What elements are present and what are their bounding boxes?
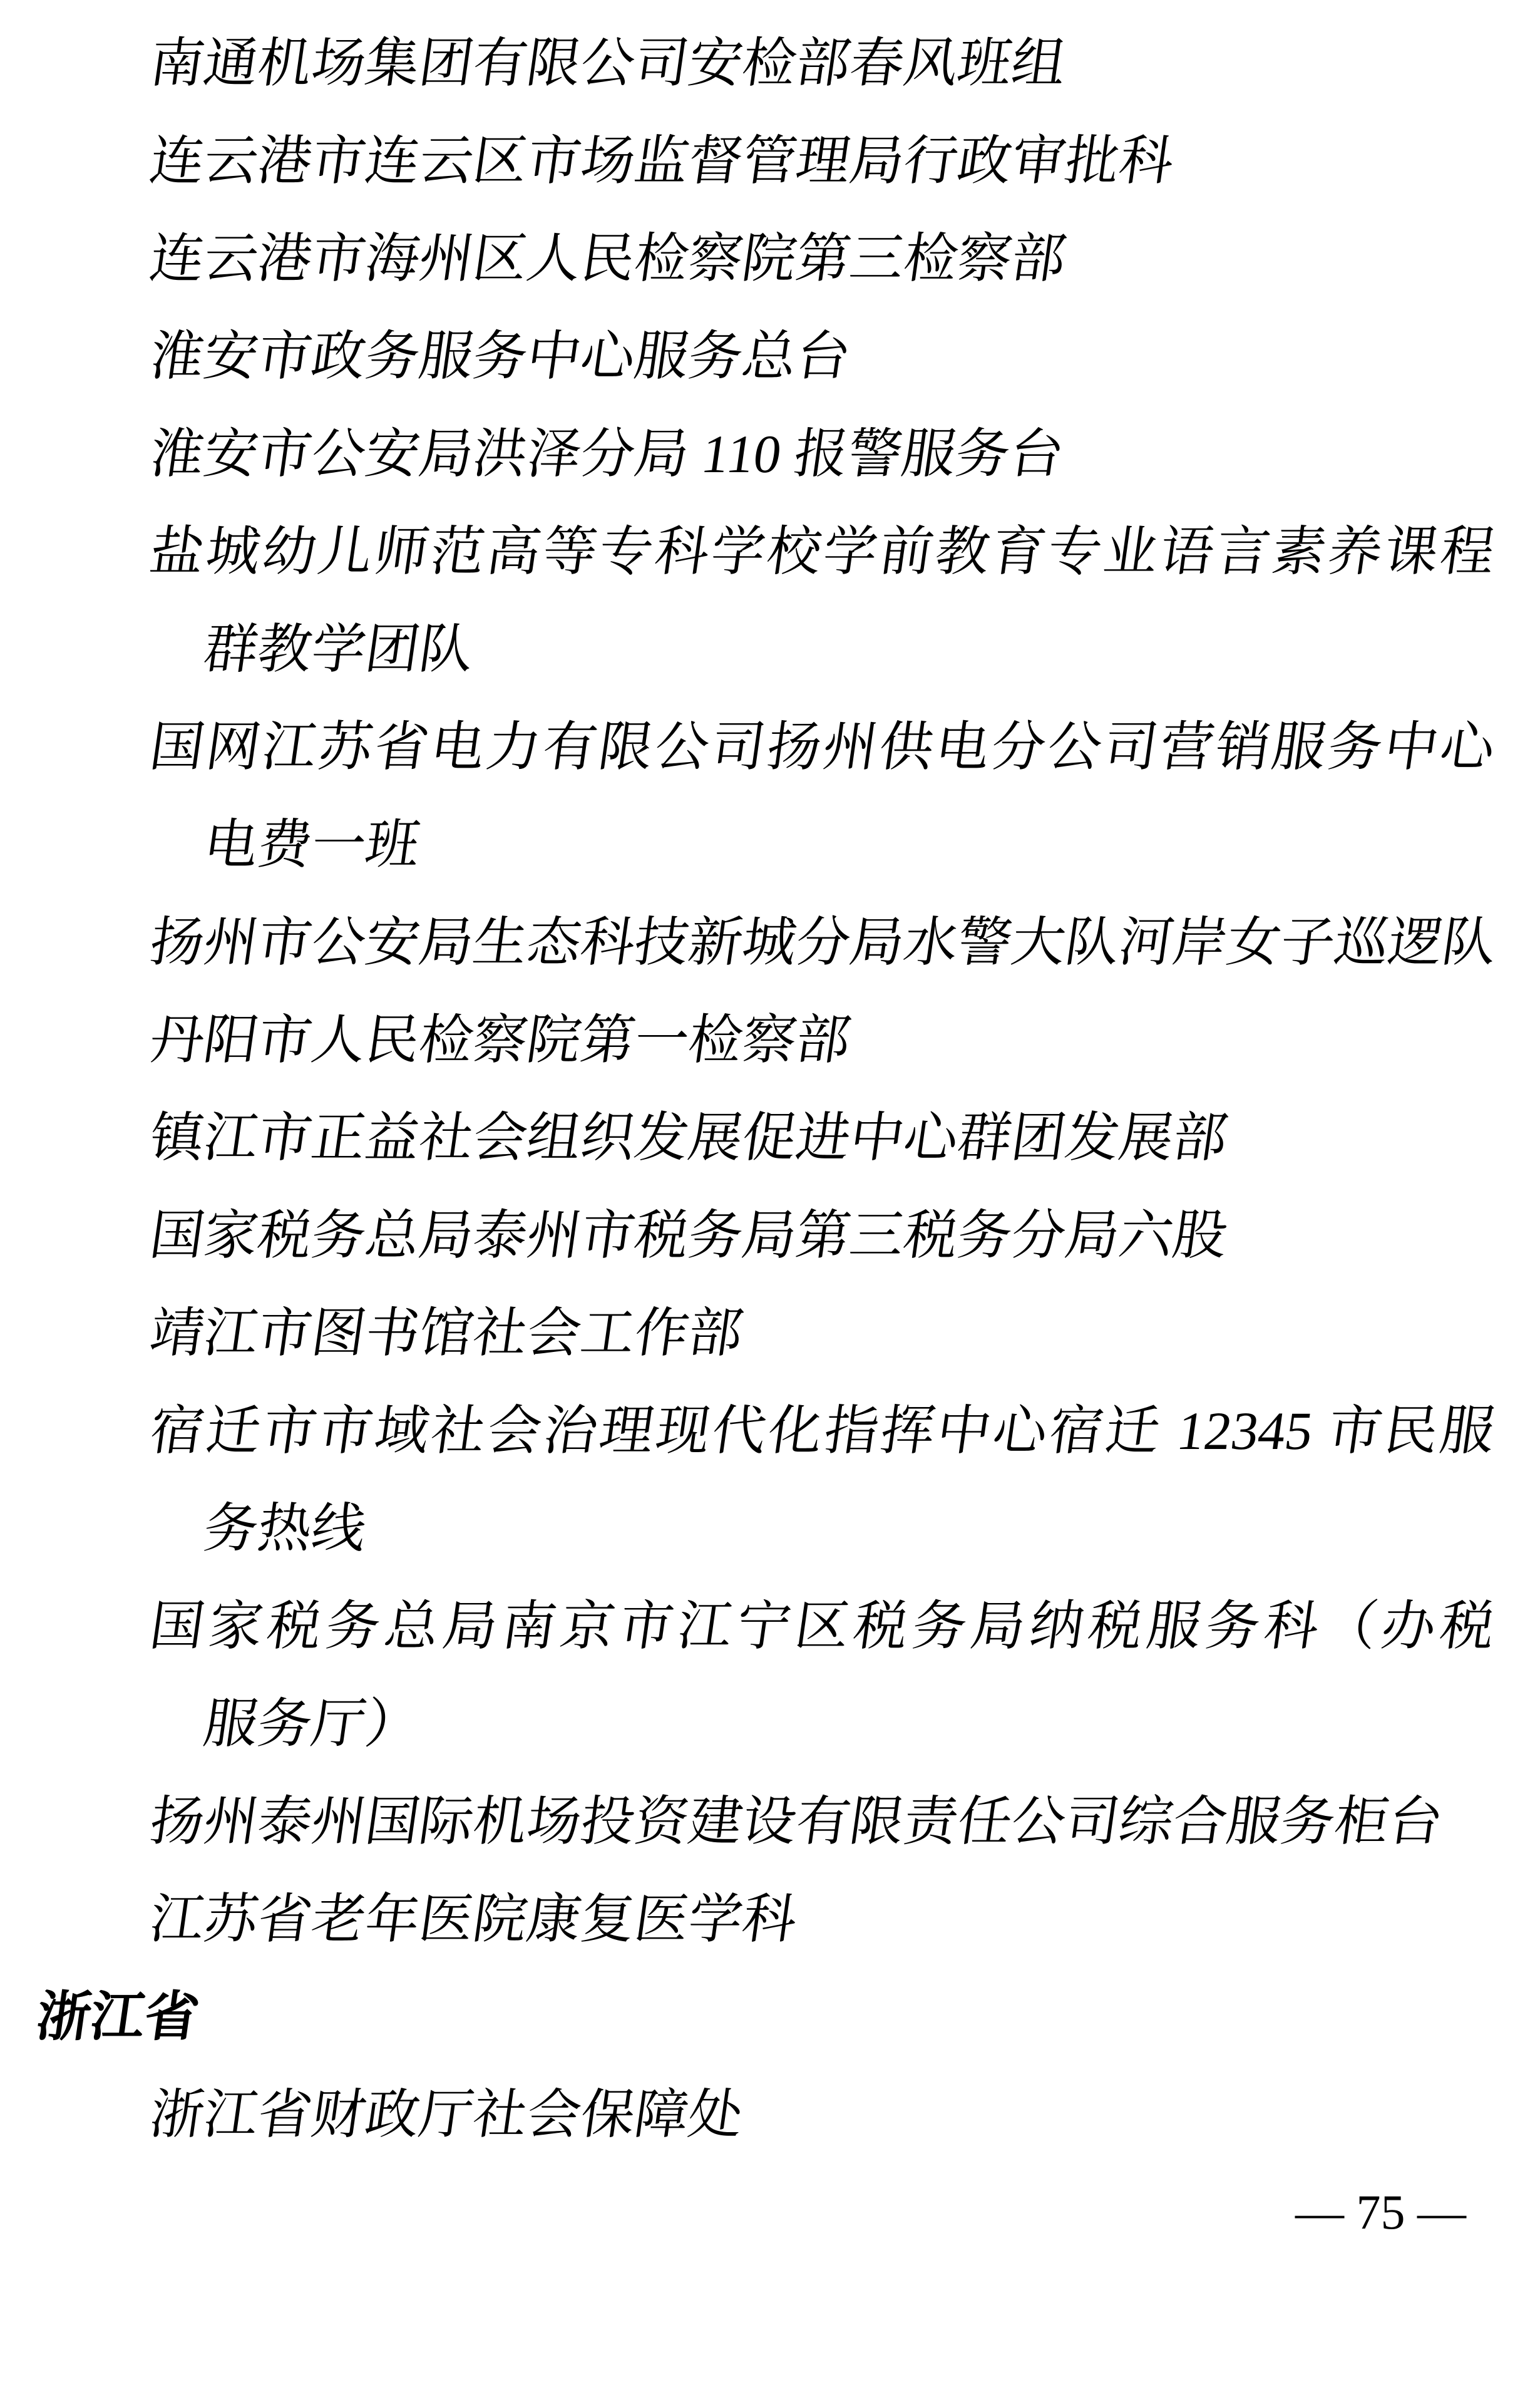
list-item xyxy=(36,698,1499,894)
list-item xyxy=(36,405,1493,503)
list-item xyxy=(36,2066,1493,2163)
entry-line: 国家税务总局泰州市税务局第三税务分局六股 xyxy=(146,1205,1231,1266)
entry-line: 务热线 xyxy=(200,1498,370,1559)
page-number: — 75 — xyxy=(1295,2185,1466,2239)
section-header: 浙江省 xyxy=(33,1987,203,2047)
entry-line: 盐城幼儿师范高等专科学校学前教育专业语言素养课程 xyxy=(146,522,1499,582)
entry-line: 江苏省老年医院康复医学科 xyxy=(146,1889,801,1949)
entry-line: 扬州市公安局生态科技新城分局水警大队河岸女子巡逻队 xyxy=(146,912,1501,972)
list-item xyxy=(36,991,1493,1089)
list-item xyxy=(36,210,1493,307)
entry-line: 丹阳市人民检察院第一检察部 xyxy=(146,1010,855,1070)
entry-line: 淮安市政务服务中心服务总台 xyxy=(146,326,855,386)
entry-line: 南通机场集团有限公司安检部春风班组 xyxy=(146,33,1070,93)
list-item xyxy=(36,1187,1493,1284)
list-item xyxy=(36,112,1493,210)
entry-line: 靖江市图书馆社会工作部 xyxy=(146,1303,747,1363)
entry-line: 连云港市连云区市场监督管理局行政审批科 xyxy=(146,131,1178,191)
list-item xyxy=(36,503,1499,698)
list-item xyxy=(36,1089,1493,1187)
entry-line: 扬州泰州国际机场投资建设有限责任公司综合服务柜台 xyxy=(146,1792,1447,1852)
award-unit-list xyxy=(33,14,1501,2163)
list-item xyxy=(36,1870,1493,1968)
list-item xyxy=(36,1382,1499,1577)
list-item xyxy=(36,894,1501,991)
list-item xyxy=(36,1773,1493,1870)
entry-line: 服务厅） xyxy=(200,1694,424,1754)
entry-line: 宿迁市市域社会治理现代化指挥中心宿迁 12345 市民服 xyxy=(146,1401,1499,1461)
entry-line: 连云港市海州区人民检察院第三检察部 xyxy=(146,229,1070,289)
list-item xyxy=(36,1577,1499,1773)
list-item xyxy=(36,1284,1493,1382)
entry-line: 浙江省财政厅社会保障处 xyxy=(146,2085,747,2145)
entry-line: 国网江苏省电力有限公司扬州供电分公司营销服务中心 xyxy=(146,717,1499,777)
entry-line: 国家税务总局南京市江宁区税务局纳税服务科（办税 xyxy=(146,1596,1499,1656)
list-item xyxy=(36,307,1493,405)
list-item xyxy=(36,14,1493,112)
entry-line: 镇江市正益社会组织发展促进中心群团发展部 xyxy=(146,1108,1231,1168)
entry-line: 群教学团队 xyxy=(200,619,478,679)
entry-line: 淮安市公安局洪泽分局 110 报警服务台 xyxy=(146,424,1068,484)
entry-line: 电费一班 xyxy=(200,815,424,875)
